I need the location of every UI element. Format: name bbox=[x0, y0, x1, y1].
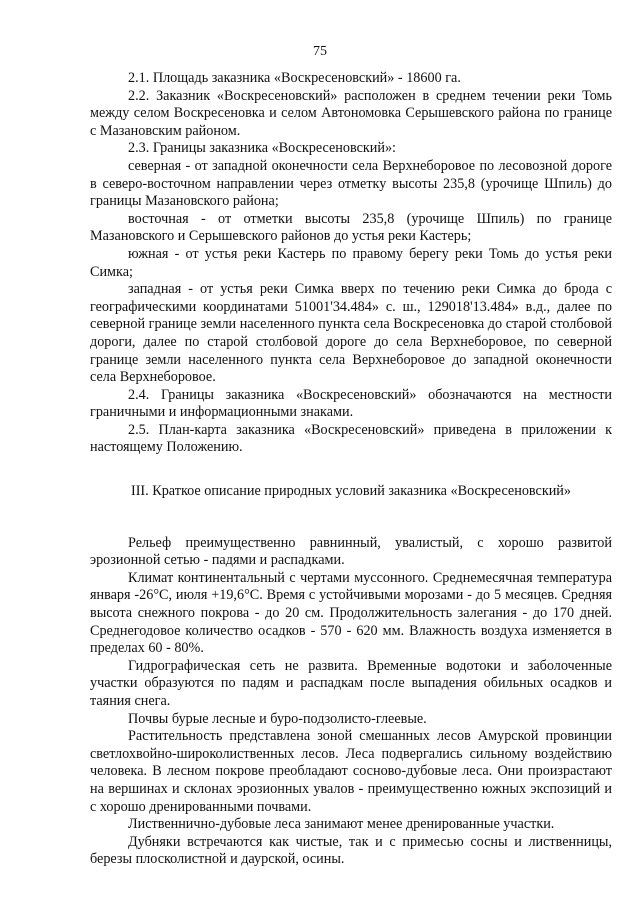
paragraph-borders-intro: 2.3. Границы заказника «Воскресеновский»: bbox=[128, 140, 396, 157]
paragraph-border-north: северная - от западной оконечности села Верхнеборовое по лесовозной дороге в северо-восточном направлении через отметку высоты 235,8 (урочище Шпиль) до границы Мазановского района; bbox=[90, 157, 612, 210]
paragraph-plan-map: 2.5. План-карта заказника «Воскресеновский» приведена в приложении к настоящему Положению. bbox=[90, 421, 612, 456]
paragraph-area: 2.1. Площадь заказника «Воскресеновский» - 18600 га. bbox=[128, 70, 461, 86]
paragraph-border-east: восточная - от отметки высоты 235,8 (урочище Шпиль) по границе Мазановского и Серышевского районов до устья реки Кастерь; bbox=[90, 210, 612, 245]
page-number: 75 bbox=[313, 44, 327, 59]
paragraph-climate: Климат континентальный с чертами муссонного. Среднемесячная температура января -26°С, июля +19,6°С. Время с устойчивыми морозами - до 5 месяцев. Средняя высота снежного покрова - до 20 см. Продолжительность залегания - до 170 дней. Среднегодовое количество осадков - 570 - 620 мм. Влажность воздуха изменяется в пределах 60 - 80%. bbox=[90, 569, 612, 657]
document-body bbox=[90, 70, 612, 869]
paragraph-border-south: южная - от устья реки Кастерь по правому берегу реки Томь до устья реки Симка; bbox=[90, 245, 612, 280]
paragraph-oak-groves: Дубняки встречаются как чистые, так и с примесью сосны и лиственницы, березы плосколистной и даурской, осины. bbox=[90, 833, 612, 868]
paragraph-location: 2.2. Заказник «Воскресеновский» расположен в среднем течении реки Томь между селом Воскресеновка и селом Автономовка Серышевского района по границе с Мазановским районом. bbox=[90, 87, 612, 139]
paragraph-larch-oak: Лиственнично-дубовые леса занимают менее дренированные участки. bbox=[128, 816, 555, 833]
paragraph-soils: Почвы бурые лесные и буро-подзолисто-глеевые. bbox=[128, 710, 427, 727]
paragraph-relief: Рельеф преимущественно равнинный, увалистый, с хорошо развитой эрозионной сетью - падями и распадками. bbox=[90, 534, 612, 569]
paragraph-hydrography: Гидрографическая сеть не развита. Временные водотоки и заболоченные участки образуются по падям и распадкам после выпадения обильных осадков и таяния снега. bbox=[90, 657, 612, 709]
section-heading: III. Краткое описание природных условий заказника «Воскресеновский» bbox=[130, 483, 571, 500]
paragraph-vegetation: Растительность представлена зоной смешанных лесов Амурской провинции светлохвойно-широколиственных лесов. Леса подвергались сильному воздействию человека. В лесном покрове преобладают сосново-дубовые леса. Они произрастают на вершинах и склонах эрозионных увалов - преимущественно южных экспозиций и с хорошо дренированными почвами. bbox=[90, 728, 612, 815]
paragraph-border-west: западная - от устья реки Симка вверх по течению реки Симка до брода с географическими координатами 51001'34.484» с. ш., 129018'13.484» в.д., далее по северной границе земли населенного пункта села Воскресеновка до старой столбовой дороги, далее по старой столбовой дороге до села Верхнеборовое, по северной границе земли населенного пункта села Верхнеборовое до западной оконечности села Верхнеборовое. bbox=[90, 281, 612, 386]
paragraph-border-signs: 2.4. Границы заказника «Воскресеновский» обозначаются на местности граничными и информационными знаками. bbox=[90, 386, 612, 421]
